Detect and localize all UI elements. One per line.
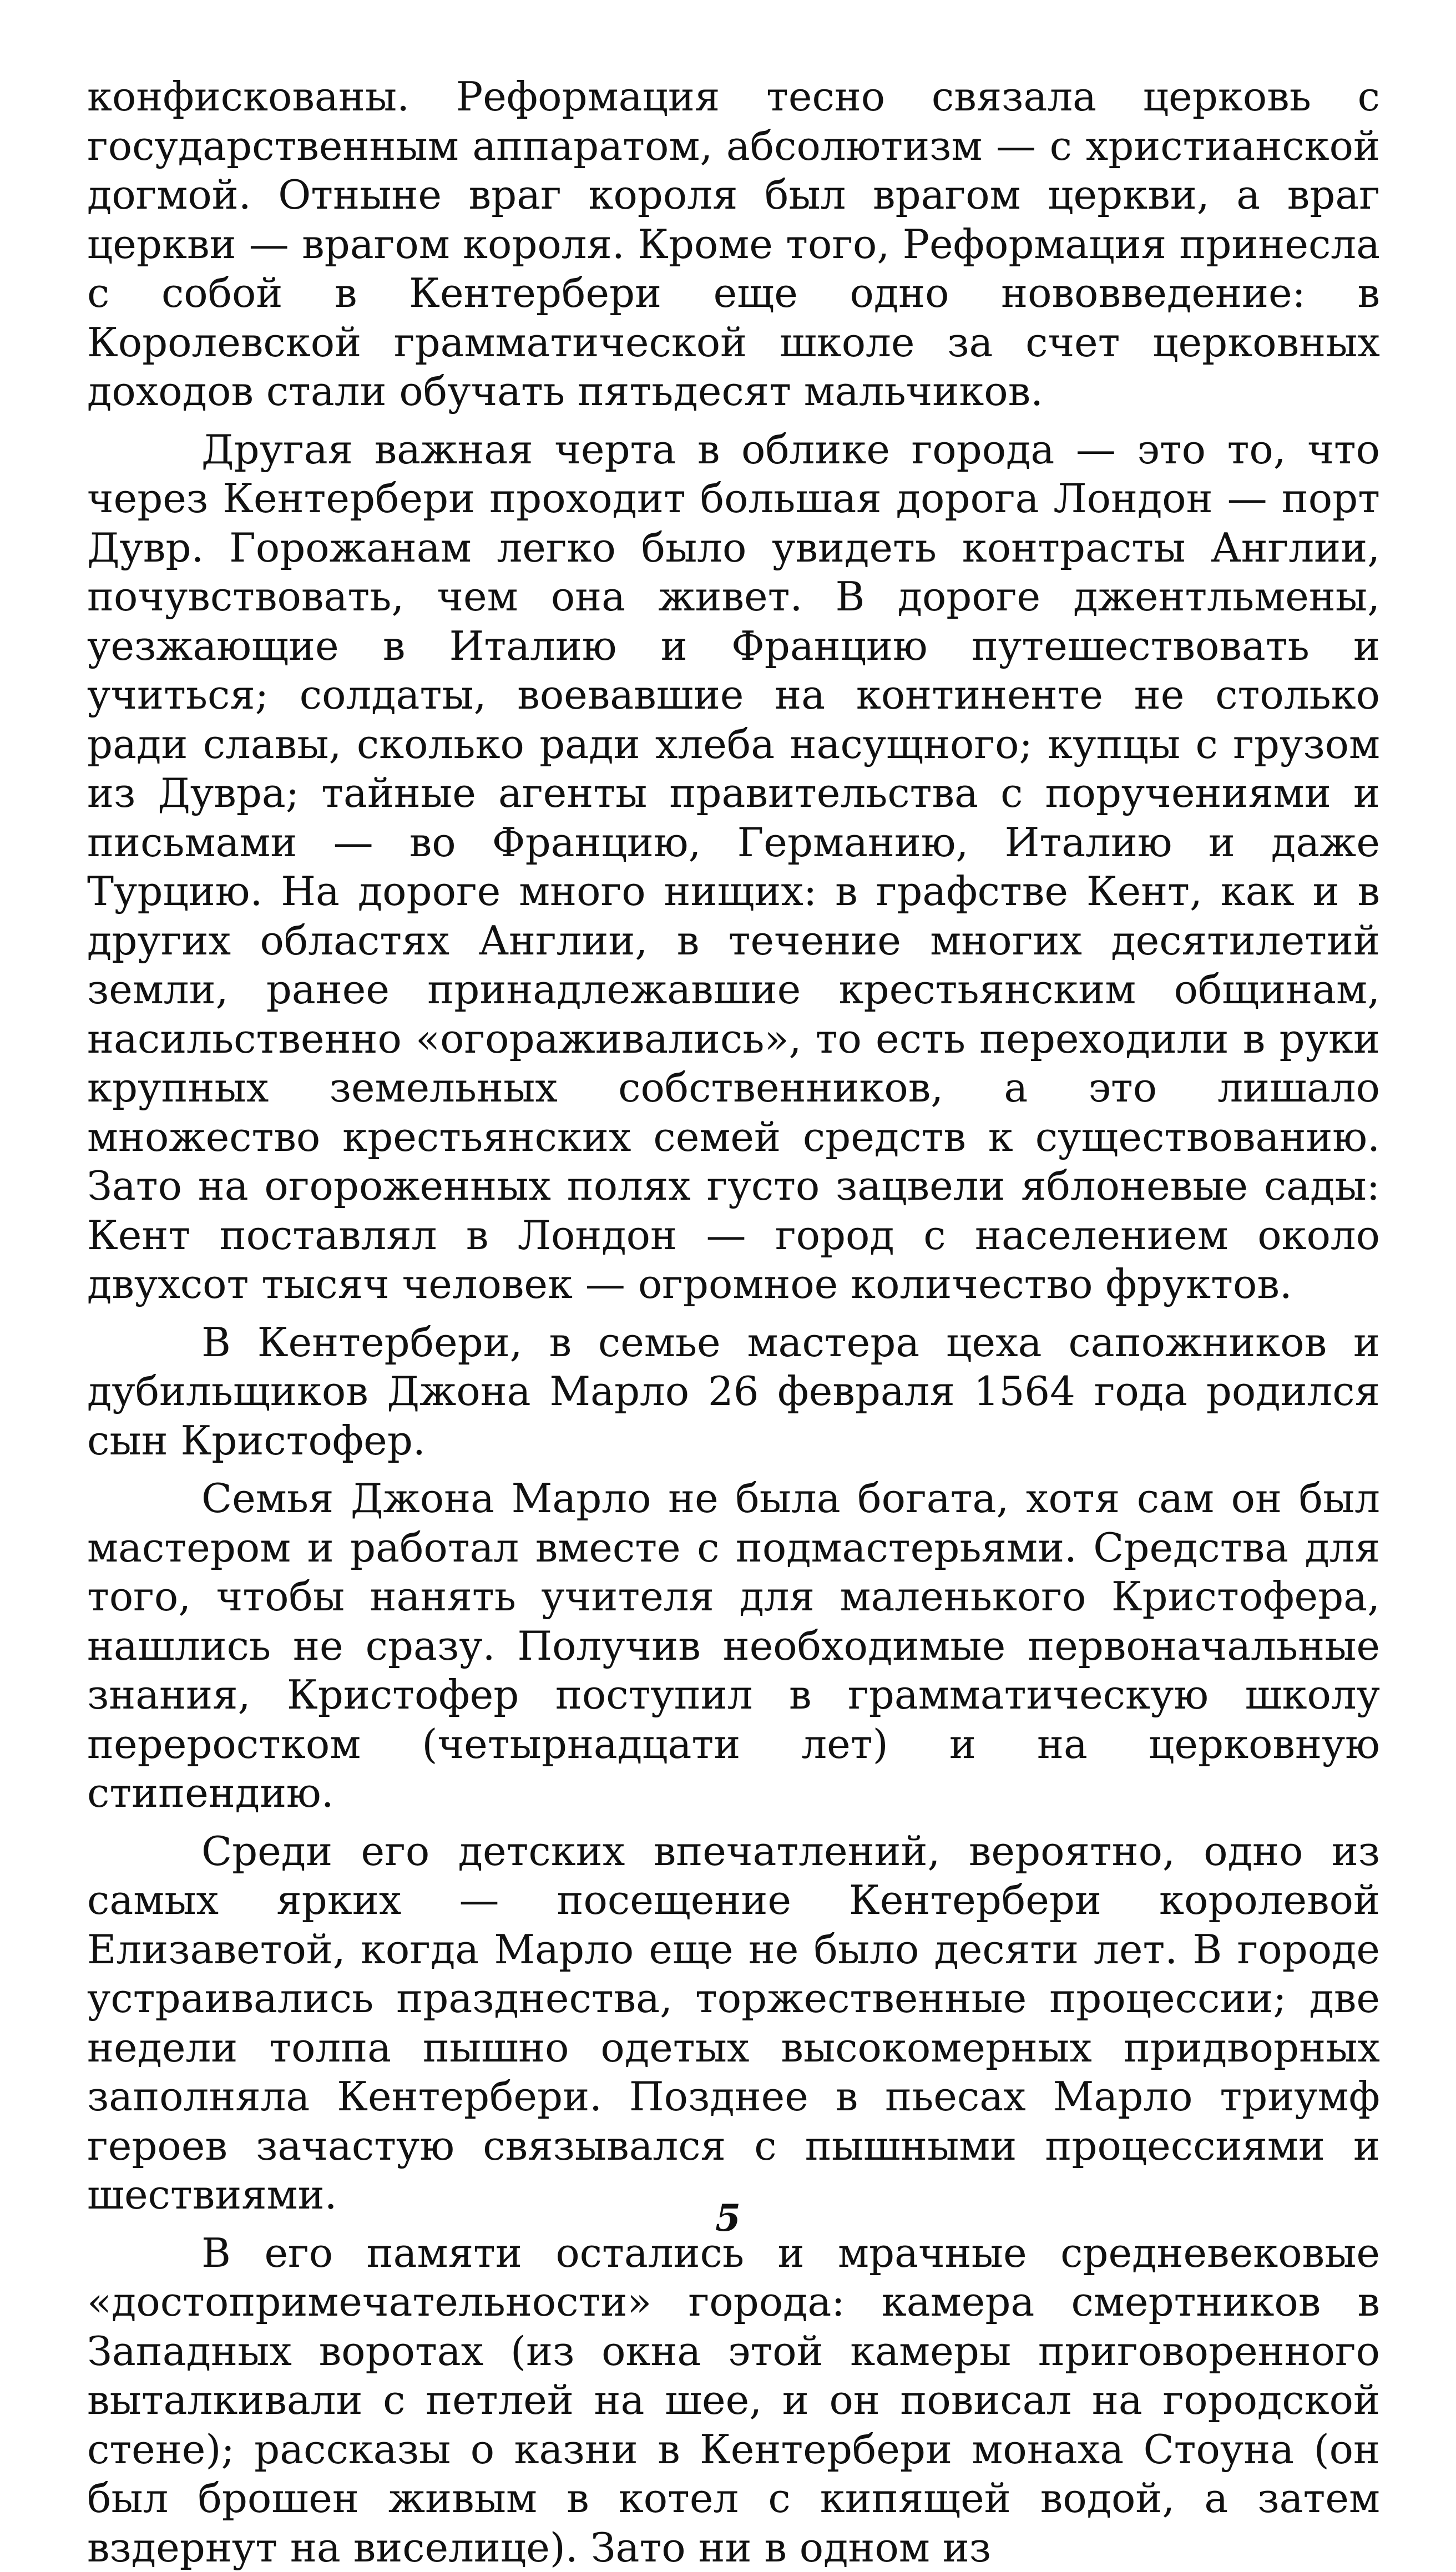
paragraph-4: Семья Джона Марло не была богата, хотя сам он был мастером и работал вместе с подмастерьями. Средства для того, чтобы нанять учителя для маленького Кристофера, нашлись не сразу. Получив необходимые первоначальные знания, Кристофер поступил в грамматическую школу переростком (четырнадцати лет) и на церковную стипендию. xyxy=(87,1474,1380,1818)
paragraph-1: конфискованы. Реформация тесно связала церковь с государственным аппаратом, абсолютизм — с христианской догмой. Отныне враг короля был врагом церкви, а враг церкви — врагом короля. Кроме того, Реформация принесла с собой в Кентербери еще одно нововведение: в Королевской грамматической школе за счет церковных доходов стали обучать пятьдесят мальчиков. xyxy=(87,72,1380,416)
paragraph-3: В Кентербери, в семье мастера цеха сапожников и дубильщиков Джона Марло 26 февраля 1564 года родился сын Кристофер. xyxy=(87,1318,1380,1466)
paragraph-2: Другая важная черта в облике города — это то, что через Кентербери проходит большая дорога Лондон — порт Дувр. Горожанам легко было увидеть контрасты Англии, почувствовать, чем она живет. В дороге джентльмены, уезжающие в Италию и Францию путешествовать и учиться; солдаты, воевавшие на континенте не столько ради славы, сколько ради хлеба насущного; купцы с грузом из Дувра; тайные агенты правительства с поручениями и письмами — во Францию, Германию, Италию и даже Турцию. На дороге много нищих: в графстве Кент, как и в других областях Англии, в течение многих десятилетий земли, ранее принадлежавшие крестьянским общинам, насильственно «огораживались», то есть переходили в руки крупных земельных собственников, а это лишало множество крестьянских семей средств к существованию. Зато на огороженных полях густо зацвели яблоневые сады: Кент поставлял в Лондон — город с населением около двухсот тысяч человек — огромное количество фруктов. xyxy=(87,425,1380,1309)
page-number: 5 xyxy=(0,2196,1456,2240)
paragraph-5: Среди его детских впечатлений, вероятно, одно из самых ярких — посещение Кентербери королевой Елизаветой, когда Марло еще не было десяти лет. В городе устраивались празднества, торжественные процессии; две недели толпа пышно одетых высокомерных придворных заполняла Кентербери. Позднее в пьесах Марло триумф героев зачастую связывался с пышными процессиями и шествиями. xyxy=(87,1827,1380,2220)
paragraph-6: В его памяти остались и мрачные средневековые «достопримечательности» города: камера смертников в Западных воротах (из окна этой камеры приговоренного выталкивали с петлей на шее, и он повисал на городской стене); рассказы о казни в Кентербери монаха Стоуна (он был брошен живым в котел с кипящей водой, а затем вздернут на виселице). Зато ни в одном из xyxy=(87,2229,1380,2572)
